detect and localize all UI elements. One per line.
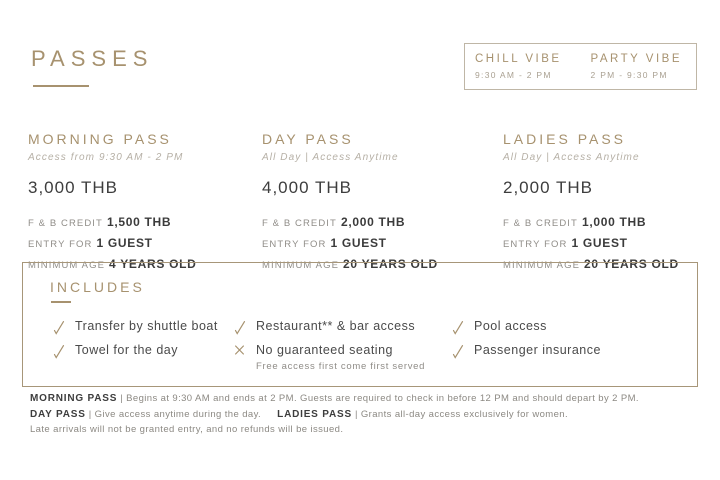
pass-name: LADIES PASS [503,131,627,147]
detail-value: 4 YEARS OLD [109,257,197,271]
pass-card-day [262,131,487,276]
detail-row [262,234,487,252]
check-icon [53,344,65,362]
pass-name: MORNING PASS [28,131,172,147]
footnote-line-late [30,422,695,438]
footnote-ladies-text: | Grants all-day access exclusively for women. [354,408,569,420]
include-item-text: Transfer by shuttle boat [75,319,218,333]
include-item-text: Passenger insurance [474,343,601,357]
include-item-text: No guaranteed seating [256,343,393,357]
pass-name: DAY PASS [262,131,354,147]
vibe-chill-label: CHILL VIBE [475,53,562,65]
includes-box [22,262,698,387]
page-title: PASSES [31,46,154,71]
vibe-chill-time: 9:30 AM - 2 PM [475,70,552,80]
detail-label: ENTRY FOR [503,239,568,250]
footnote-ladies-label: LADIES PASS [277,408,352,420]
vibe-chill [475,53,562,80]
pass-subtitle: All Day | Access Anytime [503,152,640,163]
includes-title: INCLUDES [50,279,145,295]
vibe-party-time: 2 PM - 9:30 PM [590,70,668,80]
footnotes [30,391,695,438]
pass-subtitle: All Day | Access Anytime [262,152,399,163]
detail-value: 1 GUEST [96,236,153,250]
detail-label: F & B CREDIT [262,218,337,229]
pass-price: 4,000 THB [262,178,352,197]
include-item-text: Pool access [474,319,547,333]
detail-label: MINIMUM AGE [262,260,340,271]
footnote-morning-label: MORNING PASS [30,393,118,404]
detail-label: ENTRY FOR [262,239,327,250]
pass-price: 2,000 THB [503,178,593,197]
pass-card-ladies [503,131,720,276]
detail-label: F & B CREDIT [503,218,578,229]
check-icon [452,344,464,362]
include-item [53,319,218,338]
check-icon [53,320,65,338]
detail-row [262,213,487,231]
include-item [234,343,393,359]
includes-title-underline [51,301,71,303]
include-item-text: Towel for the day [75,343,178,357]
detail-label: ENTRY FOR [28,239,93,250]
include-item [452,343,601,362]
include-item [452,319,547,338]
detail-label: MINIMUM AGE [503,260,581,271]
detail-label: MINIMUM AGE [28,260,106,271]
include-item [234,319,415,338]
vibe-party [591,53,682,80]
vibe-party-label: PARTY VIBE [590,53,682,65]
detail-row [503,213,720,231]
footnote-line-morning [30,391,695,407]
detail-value: 1,000 THB [581,215,647,229]
pass-card-morning [28,131,253,276]
vibe-schedule-box [464,43,697,90]
include-item-note: Free access first come first served [256,361,426,372]
detail-row [28,213,253,231]
footnote-day-text: | Give access anytime during the day. [88,408,262,420]
detail-row [503,234,720,252]
detail-row [28,234,253,252]
pass-subtitle: Access from 9:30 AM - 2 PM [28,152,184,163]
include-item [53,343,178,362]
check-icon [452,320,464,338]
detail-value: 20 YEARS OLD [343,257,438,271]
footnote-late-text: Late arrivals will not be granted entry, and no refunds will be issued. [30,424,344,435]
check-icon [234,320,246,338]
detail-value: 1,500 THB [106,215,172,229]
detail-value: 20 YEARS OLD [584,257,679,271]
footnote-morning-text: | Begins at 9:30 AM and ends at 2 PM. Guests are required to check in before 12 PM and should depart by 2 PM. [120,393,639,404]
detail-label: F & B CREDIT [28,218,103,229]
include-item-text: Restaurant** & bar access [256,319,416,333]
footnote-line-day-ladies [30,407,695,423]
cross-icon [234,344,246,359]
page-title-underline [33,85,89,87]
detail-value: 1 GUEST [571,236,628,250]
detail-value: 2,000 THB [340,215,406,229]
footnote-day-label: DAY PASS [30,408,86,420]
detail-value: 1 GUEST [330,236,387,250]
pass-price: 3,000 THB [28,178,118,197]
